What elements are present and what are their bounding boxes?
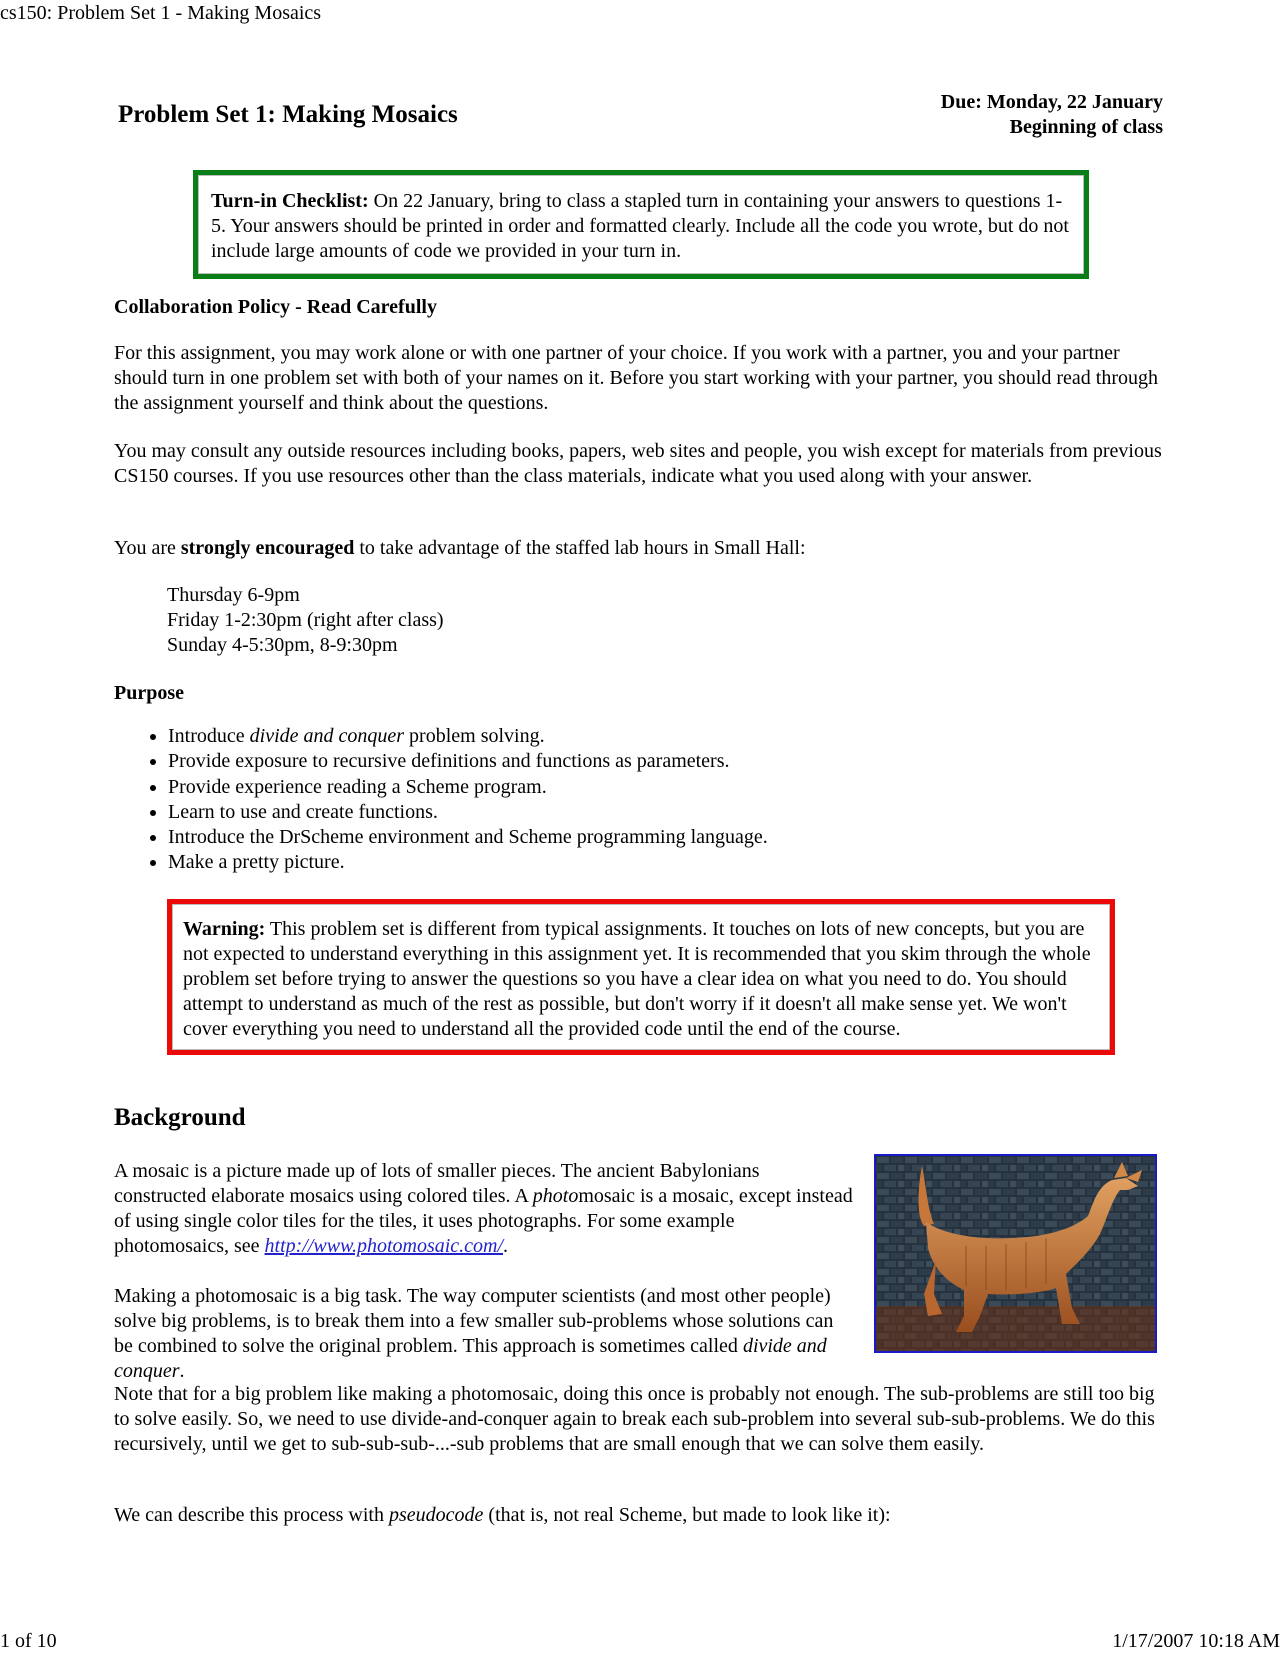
- turn-in-checklist-content: [198, 175, 1084, 274]
- lab-hours-intro-post: to take advantage of the staffed lab hours in Small Hall:: [354, 537, 806, 559]
- warning-label: Warning:: [183, 918, 266, 940]
- purpose-item: • Introduce the DrScheme environment and Scheme programming language.: [168, 825, 768, 850]
- purpose-item-text: problem solving.: [404, 725, 545, 747]
- due-date-line: Due: Monday, 22 January: [940, 91, 1163, 113]
- warning-content: [172, 904, 1110, 1050]
- pseudocode-emphasis: pseudocode: [388, 1504, 484, 1526]
- lab-hours-item: Sunday 4-5:30pm, 8-9:30pm: [167, 634, 398, 656]
- divide-and-conquer-emphasis: divide and conquer: [249, 725, 405, 747]
- print-footer-page: 1 of 10: [0, 1630, 57, 1652]
- page-title: Problem Set 1: Making Mosaics: [118, 101, 458, 128]
- background-paragraph-3: Note that for a big problem like making a photomosaic, doing this once is probably not enough. The sub-problems are still too big to solve easily. So, we need to use divide-and-conquer again to break each sub-problem into several sub-sub-problems. We do this recursively, until we get to sub-sub-sub-...-sub problems that are small enough that we can solve them easily.: [114, 1383, 1155, 1455]
- due-date: [941, 90, 1163, 140]
- bg-text: mosaic is a mosaic, except instead of using single color tiles for the tiles, it uses photographs. For some example photomosaics, see: [114, 1185, 853, 1257]
- lab-hours-item: Thursday 6-9pm: [167, 584, 300, 606]
- warning-box: [167, 899, 1115, 1055]
- collaboration-paragraph-1: For this assignment, you may work alone or with one partner of your choice. If you work with a partner, you and your partner should turn in one problem set with both of your names on it. Before you start working with your partner, you should read through the assignment yourself and think about the questions.: [114, 342, 1159, 414]
- dragon-mosaic-illustration: [876, 1156, 1155, 1351]
- purpose-item-text: Introduce: [168, 725, 250, 747]
- lab-hours-intro-pre: You are: [114, 537, 181, 559]
- strongly-encouraged-text: strongly encouraged: [180, 537, 355, 559]
- collaboration-heading: Collaboration Policy - Read Carefully: [114, 296, 437, 318]
- warning-text: This problem set is different from typical assignments. It touches on lots of new concepts, but you are not expected to understand everything in this assignment yet. It is recommended that you skim through the whole problem set before trying to answer the questions so you have a clear idea on what you need to do. You should attempt to understand as much of the rest as possible, but don't worry if it doesn't all make sense yet. We won't cover everything you need to understand all the provided code until the end of the course.: [183, 918, 1091, 1040]
- babylonian-dragon-mosaic-image: [874, 1154, 1157, 1353]
- due-time-line: Beginning of class: [1009, 116, 1163, 138]
- purpose-item: • Learn to use and create functions.: [168, 800, 768, 825]
- bg-text: A mosaic is a picture made up of lots of smaller pieces. The ancient Babylonians constructed elaborate mosaics using colored tiles. A: [114, 1160, 760, 1207]
- purpose-item: [168, 724, 768, 749]
- photo-emphasis: photo: [532, 1185, 579, 1207]
- checklist-text: On 22 January, bring to class a stapled turn in containing your answers to questions 1-5. Your answers should be printed in order and formatted clearly. Include all the code you wrote, but do not include large amounts of code we provided in your turn in.: [211, 190, 1069, 262]
- collaboration-paragraph-2: You may consult any outside resources including books, papers, web sites and people, you wish except for materials from previous CS150 courses. If you use resources other than the class materials, indicate what you used along with your answer.: [114, 440, 1162, 487]
- bg-text: Making a photomosaic is a big task. The way computer scientists (and most other people) solve big problems, is to break them into a few smaller sub-problems whose solutions can be combined to solve the original problem. This approach is sometimes called: [114, 1285, 834, 1357]
- purpose-list: [142, 724, 768, 876]
- print-header: cs150: Problem Set 1 - Making Mosaics: [0, 2, 322, 24]
- bg-text: .: [503, 1235, 509, 1257]
- purpose-item: • Provide exposure to recursive definitions and functions as parameters.: [168, 749, 768, 774]
- checklist-label: Turn-in Checklist:: [211, 190, 369, 212]
- turn-in-checklist-box: [193, 170, 1089, 279]
- background-paragraph-4: [114, 1503, 1164, 1528]
- background-heading: Background: [114, 1104, 246, 1131]
- bg-text: We can describe this process with: [114, 1504, 389, 1526]
- divide-and-conquer-emphasis: divide and conquer: [114, 1335, 827, 1382]
- purpose-heading: Purpose: [114, 682, 184, 704]
- print-footer-date: 1/17/2007 10:18 AM: [1112, 1630, 1280, 1652]
- purpose-item: • Make a pretty picture.: [168, 850, 768, 875]
- lab-hours-list: [167, 583, 444, 658]
- background-paragraph-2: [114, 1284, 854, 1384]
- bg-text: .: [179, 1360, 185, 1382]
- photomosaic-link[interactable]: http://www.photomosaic.com/: [264, 1235, 504, 1257]
- lab-hours-intro: [114, 536, 1164, 561]
- purpose-item: • Provide experience reading a Scheme program.: [168, 775, 768, 800]
- background-paragraph-1: [114, 1159, 854, 1259]
- lab-hours-item: Friday 1-2:30pm (right after class): [167, 609, 444, 631]
- bg-text: (that is, not real Scheme, but made to look like it):: [483, 1504, 891, 1526]
